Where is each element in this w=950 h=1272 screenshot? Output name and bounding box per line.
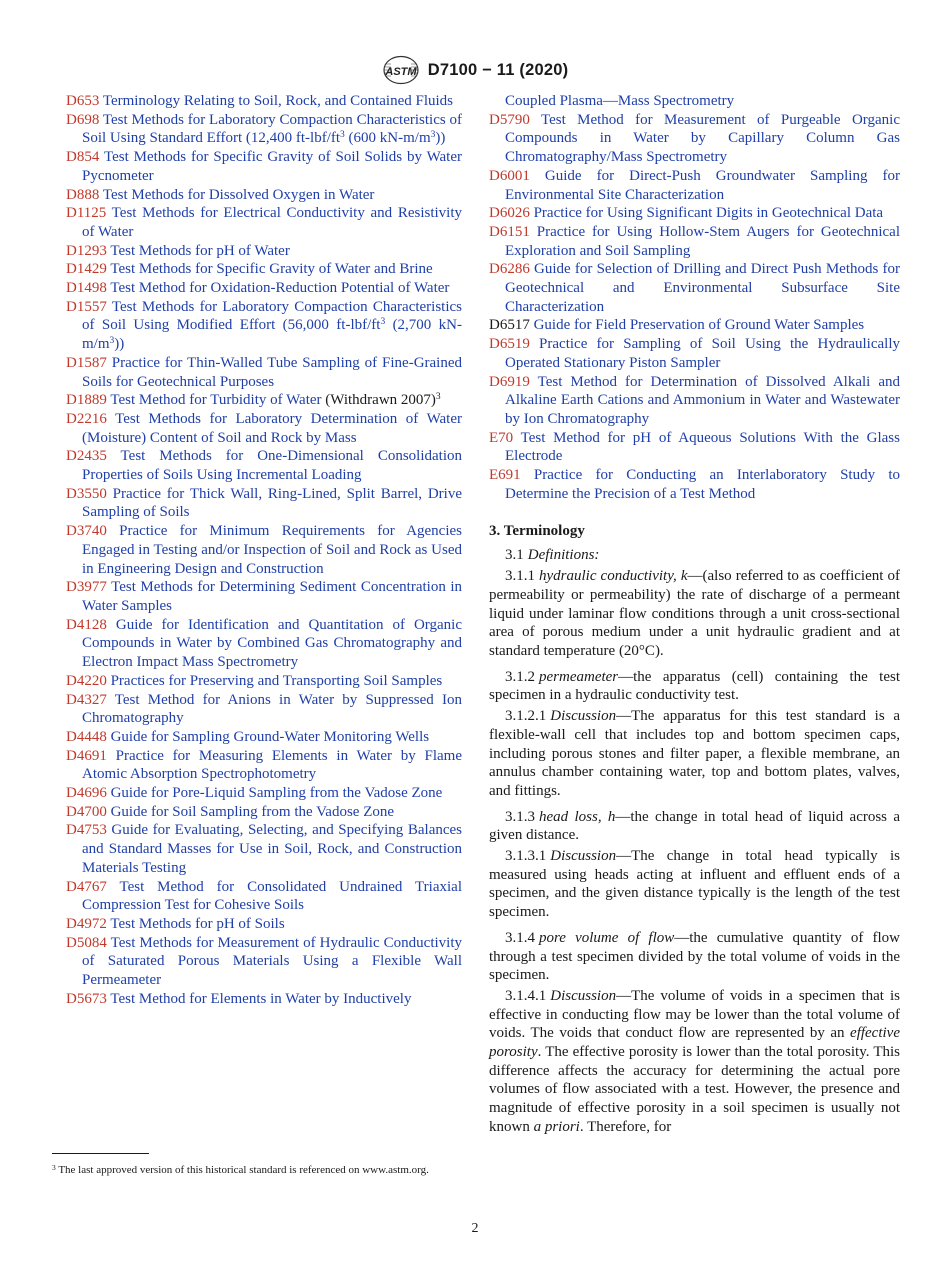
reference-code[interactable]: D3550 <box>66 485 107 502</box>
page-header <box>0 52 950 88</box>
definition-permeameter: 3.1.2 permeameter—the apparatus (cell) containing the test specimen in a hydraulic conductivity test. <box>489 668 900 704</box>
reference-code[interactable]: D5790 <box>489 111 530 128</box>
reference-code[interactable]: D3977 <box>66 579 107 596</box>
reference-code[interactable]: D4767 <box>66 878 107 895</box>
referenced-documents-left <box>66 92 462 1008</box>
reference-title[interactable]: Test Method for Determination of Dissolved Alkali and Alkaline Earth Cations and Ammonium in Water and Wastewater by Ion Chromatography <box>505 373 900 427</box>
reference-code[interactable]: D6151 <box>489 223 530 240</box>
reference-d1125 <box>66 204 462 241</box>
reference-title[interactable]: Test Method for Measurement of Purgeable Organic Compounds in Water by Capillary Column Gas Chromatography/Mass Spectrometry <box>505 111 900 166</box>
reference-d6519 <box>489 335 900 372</box>
reference-code[interactable]: D1429 <box>66 261 107 278</box>
reference-title[interactable]: Guide for Evaluating, Selecting, and Specifying Balances and Standard Masses for Use in Soil, Rock, and Construction Materials Testing <box>82 822 463 876</box>
reference-code[interactable]: D653 <box>66 93 100 109</box>
reference-d2435 <box>66 447 462 484</box>
reference-code[interactable]: D6517 <box>489 317 530 334</box>
reference-code[interactable]: D3740 <box>66 523 107 540</box>
reference-title[interactable]: Guide for Direct-Push Groundwater Sampling for Environmental Site Characterization <box>505 167 901 203</box>
reference-d4972 <box>66 915 462 934</box>
reference-d4448 <box>66 728 462 747</box>
svg-text:ASTM: ASTM <box>385 66 417 78</box>
reference-d1557 <box>66 298 462 354</box>
reference-title[interactable]: Practice for Using Hollow-Stem Augers for Geotechnical Exploration and Soil Sampling <box>505 223 901 259</box>
reference-d698 <box>66 111 462 148</box>
reference-title[interactable]: Test Methods for Specific Gravity of Water and Brine <box>110 261 433 278</box>
reference-title[interactable]: Test Method for Consolidated Undrained Triaxial Compression Test for Cohesive Soils <box>82 878 462 914</box>
reference-title[interactable]: Practice for Measuring Elements in Water by Flame Atomic Absorption Spectrophotometry <box>82 747 463 783</box>
reference-d4767 <box>66 878 462 915</box>
reference-code[interactable]: D4448 <box>66 728 107 745</box>
reference-d4128 <box>66 616 462 672</box>
reference-code[interactable]: D698 <box>66 111 100 128</box>
reference-title[interactable]: Practice for Conducting an Interlaboratory Study to Determine the Precision of a Test Method <box>505 467 900 502</box>
discussion-pore-volume-of-flow: 3.1.4.1 Discussion—The volume of voids in a specimen that is effective in conducting flow may be lower than the total volume of voids. The voids that conduct flow are represented by an effective porosity. The effective porosity is lower than the total porosity. This difference affects the accuracy for determining the actual pore volumes of flow associated with a test. However, the presence and magnitude of effective porosity in a soil specimen is usually not known a priori. Therefore, for <box>489 987 900 1135</box>
reference-title[interactable]: Test Methods for pH of Soils <box>110 915 285 932</box>
astm-logo-icon <box>382 55 420 85</box>
reference-d4327 <box>66 691 462 728</box>
reference-code[interactable]: D4696 <box>66 785 107 802</box>
reference-title[interactable]: Test Method for Turbidity of Water <box>110 392 322 409</box>
reference-d6517 <box>489 316 900 335</box>
reference-title[interactable]: Test Methods for pH of Water <box>110 242 290 259</box>
section-heading-terminology: 3. Terminology <box>489 523 585 540</box>
reference-d3977 <box>66 578 462 615</box>
reference-code[interactable]: D4691 <box>66 747 107 764</box>
discussion-permeameter: 3.1.2.1 Discussion—The apparatus for this test standard is a flexible-wall cell that includes top and bottom specimen caps, including porous stones and filter paper, a flexible membrane, an annulus chamber containing water, top and bottom plates, valves, and fittings. <box>489 708 900 799</box>
reference-title[interactable]: Test Methods for Laboratory Determination of Water (Moisture) Content of Soil and Rock by Mass <box>82 410 462 446</box>
reference-d653 <box>66 92 462 111</box>
reference-title[interactable]: Test Methods for One-Dimensional Consolidation Properties of Soils Using Incremental Loading <box>82 448 462 484</box>
reference-code[interactable]: D2216 <box>66 410 107 427</box>
reference-title[interactable]: Guide for Identification and Quantitation of Organic Compounds in Water by Combined Gas Chromatography and Electron Impact Mass Spectrometry <box>82 616 462 671</box>
referenced-documents-right <box>489 111 900 504</box>
reference-d888 <box>66 186 462 205</box>
reference-code[interactable]: D6026 <box>489 205 530 222</box>
definition-head-loss: 3.1.3 head loss, h—the change in total head of liquid across a given distance. <box>489 808 900 844</box>
reference-code[interactable]: D4128 <box>66 616 107 633</box>
reference-d1429 <box>66 260 462 279</box>
reference-d6001 <box>489 167 900 204</box>
reference-d4753 <box>66 821 462 877</box>
document-designation: D7100 − 11 (2020) <box>427 60 569 79</box>
reference-code[interactable]: D4972 <box>66 915 107 932</box>
reference-d1587 <box>66 354 462 391</box>
reference-d1498 <box>66 279 462 298</box>
reference-d6151 <box>489 223 900 260</box>
reference-code[interactable]: D5673 <box>66 990 107 1007</box>
reference-title[interactable]: Practice for Minimum Requirements for Agencies Engaged in Testing and/or Inspection of Soil and Rock as Used in Engineering Design and Construction <box>82 523 462 577</box>
reference-code[interactable]: D1125 <box>66 205 107 222</box>
reference-d1293 <box>66 242 462 261</box>
reference-title[interactable]: Test Method for Elements in Water by Inductively <box>110 990 412 1007</box>
paragraph-3-1: 3.1 Definitions: <box>505 547 600 564</box>
reference-title[interactable]: Test Method for Anions in Water by Suppressed Ion Chromatography <box>82 691 462 727</box>
definition-hydraulic-conductivity: 3.1.1 hydraulic conductivity, k—(also referred to as coefficient of permeability or permeability) the rate of discharge of a permeant liquid under laminar flow conditions through a unit cross-sectional area of porous medium under a unit hydraulic gradient and at standard temperature (20°C). <box>489 568 900 659</box>
reference-code[interactable]: D1293 <box>66 242 107 259</box>
reference-d5084 <box>66 934 462 990</box>
reference-title[interactable]: Test Methods for Measurement of Hydraulic Conductivity of Saturated Porous Materials Using a Flexible Wall Permeameter <box>82 934 462 989</box>
reference-d6286 <box>489 260 900 316</box>
reference-d5790 <box>489 111 900 167</box>
reference-code[interactable]: D854 <box>66 149 100 166</box>
reference-title[interactable]: Test Methods for Dissolved Oxygen in Water <box>102 186 375 203</box>
reference-d5673 <box>66 990 462 1009</box>
reference-d4700 <box>66 803 462 822</box>
reference-code[interactable]: D1587 <box>66 354 107 371</box>
reference-title[interactable]: Guide for Pore-Liquid Sampling from the Vadose Zone <box>110 785 443 802</box>
reference-title[interactable]: Practice for Thick Wall, Ring-Lined, Split Barrel, Drive Sampling of Soils <box>82 485 462 521</box>
discussion-head-loss: 3.1.3.1 Discussion—The change in total head typically is measured using heads acting at influent and effluent ends of a specimen, and the given distance typically is the length of the test specimen. <box>489 848 900 921</box>
reference-title[interactable]: Test Methods for Electrical Conductivity and Resistivity of Water <box>82 205 462 240</box>
reference-code[interactable]: D4327 <box>66 691 107 708</box>
reference-code[interactable]: D4700 <box>66 803 107 820</box>
reference-d2216 <box>66 410 462 447</box>
footnote-divider <box>52 1153 149 1154</box>
reference-code[interactable]: D6286 <box>489 261 530 278</box>
reference-title[interactable]: Test Methods for Laboratory Compaction Characteristics of Soil Using Modified Effort (56,000 $ft-lbf/ft^3$ (2,700 $kN-m/m^3$)) <box>82 298 463 353</box>
reference-d4696 <box>66 784 462 803</box>
reference-continuation: Coupled Plasma—Mass Spectrometry <box>505 93 735 109</box>
reference-d3550 <box>66 485 462 522</box>
reference-title[interactable]: Test Methods for Specific Gravity of Soil Solids by Water Pycnometer <box>82 149 462 184</box>
reference-code[interactable]: D5084 <box>66 934 107 951</box>
definition-pore-volume-of-flow: 3.1.4 pore volume of flow—the cumulative quantity of flow through a test specimen divided by the total volume of voids in the specimen. <box>489 929 901 984</box>
reference-e691 <box>489 466 900 503</box>
reference-code[interactable]: E70 <box>489 429 514 446</box>
reference-title[interactable]: Test Methods for Laboratory Compaction Characteristics of Soil Using Standard Effort (12,400 $ft-lbf/ft^3$ (600 $kN-m/m^3$)) <box>82 111 462 147</box>
reference-title[interactable]: Practice for Thin-Walled Tube Sampling of Fine-Grained Soils for Geotechnical Purposes <box>82 354 462 390</box>
reference-code[interactable]: E691 <box>489 467 521 484</box>
reference-code[interactable]: D1557 <box>66 298 107 315</box>
reference-title[interactable]: Guide for Selection of Drilling and Direct Push Methods for Geotechnical and Environmental Subsurface Site Characterization <box>505 261 901 315</box>
reference-title[interactable]: Practice for Sampling of Soil Using the Hydraulically Operated Stationary Piston Sampler <box>505 336 901 371</box>
page-number: 2 <box>471 1221 479 1236</box>
reference-d4220 <box>66 672 462 691</box>
reference-title[interactable]: Guide for Soil Sampling from the Vadose Zone <box>110 803 395 820</box>
reference-code[interactable]: D6519 <box>489 336 530 353</box>
reference-d6919 <box>489 373 900 429</box>
reference-title[interactable]: Test Methods for Determining Sediment Concentration in Water Samples <box>82 579 462 614</box>
reference-status: (Withdrawn 2007)$^3$ <box>321 392 441 409</box>
reference-code[interactable]: D2435 <box>66 448 107 465</box>
reference-title[interactable]: Terminology Relating to Soil, Rock, and Contained Fluids <box>102 93 454 109</box>
reference-title[interactable]: Practice for Using Significant Digits in Geotechnical Data <box>533 205 884 222</box>
reference-title[interactable]: Test Method for Oxidation-Reduction Potential of Water <box>110 280 450 297</box>
reference-d854 <box>66 148 462 185</box>
reference-code[interactable]: D1498 <box>66 280 107 297</box>
right-column <box>489 92 900 1144</box>
reference-code[interactable]: D6919 <box>489 373 530 390</box>
reference-d3740 <box>66 522 462 578</box>
reference-code[interactable]: D6001 <box>489 167 530 184</box>
reference-code[interactable]: D4753 <box>66 822 107 839</box>
reference-code[interactable]: D4220 <box>66 672 107 689</box>
reference-d4691 <box>66 747 462 784</box>
reference-title[interactable]: Guide for Field Preservation of Ground Water Samples <box>533 317 865 334</box>
reference-title[interactable]: Test Method for pH of Aqueous Solutions With the Glass Electrode <box>505 429 900 465</box>
reference-e70 <box>489 429 900 466</box>
footnote: $^3$ The last approved version of this historical standard is referenced on www.astm.org. <box>52 1163 429 1176</box>
reference-title[interactable]: Practices for Preserving and Transporting Soil Samples <box>110 672 443 689</box>
reference-title[interactable]: Guide for Sampling Ground-Water Monitoring Wells <box>110 728 430 745</box>
reference-code[interactable]: D1889 <box>66 392 107 409</box>
reference-code[interactable]: D888 <box>66 186 100 203</box>
reference-d1889 <box>66 391 462 410</box>
reference-d6026 <box>489 204 900 223</box>
